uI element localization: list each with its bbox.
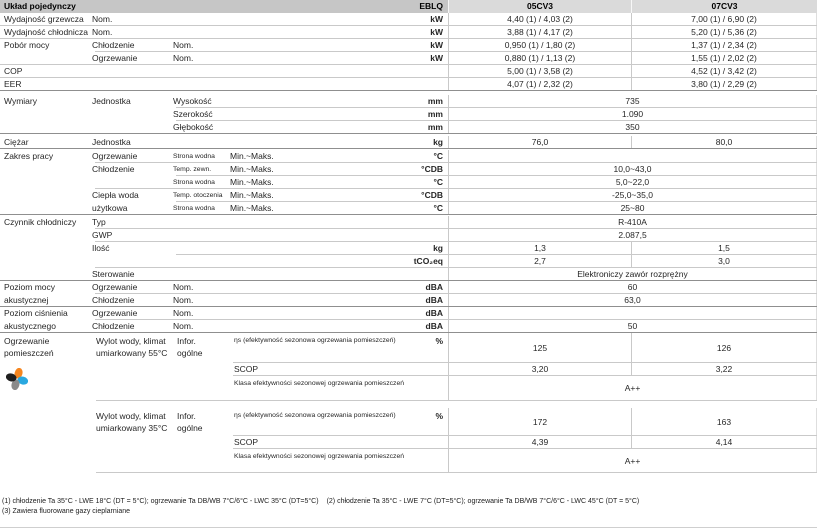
label-cell: Poziom mocy [4, 282, 56, 292]
sublabel-cell: Nom. [92, 14, 113, 24]
table-row [0, 294, 817, 307]
section-refrigerant [0, 216, 817, 281]
value-span: R-410A [448, 216, 817, 229]
value-07cv3: 80,0 [631, 136, 817, 149]
section-divider [0, 148, 817, 149]
bottom-rule [0, 527, 817, 528]
spacer [0, 108, 92, 121]
unit-cell: kW [430, 27, 443, 37]
range-cell: Min.~Maks. [230, 190, 274, 200]
unit-cell: dBA [425, 308, 443, 318]
sublabel2-cell: Strona wodna [173, 205, 215, 212]
value-05cv3: 4,07 (1) / 2,32 (2) [448, 78, 631, 91]
table-row [0, 121, 817, 134]
sublabel-cell: Nom. [92, 27, 113, 37]
label-cell: EER [4, 79, 22, 89]
label-cell: Wydajność chłodnicza [4, 27, 89, 37]
model-header-05cv3: 05CV3 [448, 0, 631, 13]
spacer [96, 449, 177, 473]
spacer [177, 449, 234, 473]
unit-cell: °C [433, 177, 443, 187]
section-weight [0, 136, 817, 149]
spacer [96, 363, 177, 376]
table-row [0, 78, 817, 91]
sublabel-cell: Typ [92, 217, 106, 227]
spacer [177, 363, 234, 376]
table-row [0, 65, 817, 78]
section-divider [0, 133, 817, 134]
unit-cell: % [435, 411, 443, 421]
sublabel-cell: Jednostka [92, 137, 131, 147]
table-row [0, 108, 817, 121]
value-span: 735 [448, 95, 817, 108]
sublabel-cell: Ciepła woda [92, 190, 139, 200]
sublabel-cell: Sterowanie [92, 269, 135, 279]
label-cell: Czynnik chłodniczy [4, 217, 77, 227]
value-05cv3: 5,00 (1) / 3,58 (2) [448, 65, 631, 78]
table-row [0, 136, 817, 149]
sublabel-cell: Wylot wody, klimat umiarkowany 55°C [96, 336, 168, 358]
metric-label: SCOP [234, 437, 259, 447]
sublabel-cell: Ogrzewanie [92, 308, 138, 318]
table-row [96, 408, 817, 436]
table-row [0, 13, 817, 26]
value-07cv3: 5,20 (1) / 5,36 (2) [631, 26, 817, 39]
space-heating-icon [6, 368, 28, 390]
label-cell: Poziom ciśnienia [4, 308, 68, 318]
unit-cell: kW [430, 53, 443, 63]
unit-cell: °CDB [421, 190, 443, 200]
spacer [0, 242, 92, 255]
sublabel2-cell: Szerokość [173, 109, 213, 119]
sublabel-cell: Wylot wody, klimat umiarkowany 35°C [96, 411, 168, 433]
sublabel2-cell: Strona wodna [173, 153, 215, 160]
spacer [96, 436, 177, 449]
table-row [0, 229, 817, 242]
spacer [0, 163, 92, 176]
table-row [96, 376, 817, 401]
value-span: 2.087,5 [448, 229, 817, 242]
value-span: Elektroniczy zawór rozprężny [448, 268, 817, 281]
table-row [0, 163, 817, 176]
spacer [92, 108, 173, 121]
unit-cell: °C [433, 203, 443, 213]
table-row [96, 363, 817, 376]
sublabel-cell: Chłodzenie [92, 295, 135, 305]
table-row [0, 268, 817, 281]
sublabel2-cell: Nom. [173, 295, 194, 305]
table-row [0, 150, 817, 163]
value-07cv3: 163 [631, 408, 817, 436]
sublabel2-cell: Nom. [173, 321, 194, 331]
unit-cell: mm [427, 122, 443, 132]
table-row [0, 281, 817, 294]
unit-cell: kg [433, 137, 443, 147]
spacer [177, 376, 234, 401]
section-divider [0, 90, 817, 91]
sublabel2-cell: Infor. ogólne [177, 411, 203, 433]
sublabel2-cell: Wysokość [173, 96, 212, 106]
value-05cv3: 3,20 [448, 363, 631, 376]
model-header-07cv3: 07CV3 [631, 0, 817, 13]
section-sound-power [0, 281, 817, 307]
value-05cv3: 4,39 [448, 436, 631, 449]
section-sound-pressure [0, 307, 817, 333]
value-07cv3: 7,00 (1) / 6,90 (2) [631, 13, 817, 26]
sublabel2-cell: Głębokość [173, 122, 214, 132]
metric-label: SCOP [234, 364, 259, 374]
spacer [177, 436, 234, 449]
value-span: A++ [448, 376, 817, 401]
sublabel-cell: Jednostka [92, 96, 131, 106]
section-divider [0, 214, 817, 215]
spacer [0, 189, 92, 202]
sublabel2-cell: Infor. ogólne [177, 336, 203, 358]
sublabel-cell: użytkowa [92, 203, 128, 213]
metric-label: ηs (efektywność sezonowa ogrzewania pomieszczeń) [234, 337, 396, 344]
value-05cv3: 1,3 [448, 242, 631, 255]
table-row [0, 52, 817, 65]
value-span: -25,0~35,0 [448, 189, 817, 202]
range-cell: Min.~Maks. [230, 203, 274, 213]
sublabel2-cell: Nom. [173, 40, 194, 50]
unit-cell: dBA [425, 282, 443, 292]
value-05cv3: 172 [448, 408, 631, 436]
table-row [96, 436, 817, 449]
value-05cv3: 4,40 (1) / 4,03 (2) [448, 13, 631, 26]
sublabel-cell: Chłodzenie [92, 321, 135, 331]
sublabel-cell: Chłodzenie [92, 164, 135, 174]
unit-cell: dBA [425, 321, 443, 331]
table-row [0, 307, 817, 320]
sublabel2-cell: Temp. otoczenia [173, 192, 223, 199]
unit-cell: kg [433, 243, 443, 253]
sublabel-cell: Ilość [92, 243, 110, 253]
table-row [0, 255, 817, 268]
label-cell: pomieszczeń [4, 348, 54, 358]
table-row [0, 176, 817, 189]
label-cell: Zakres pracy [4, 151, 54, 161]
sublabel2-cell: Temp. zewn. [173, 166, 212, 173]
value-05cv3: 125 [448, 333, 631, 363]
sublabel2-cell: Nom. [173, 282, 194, 292]
space-heating-rows [96, 333, 817, 473]
value-07cv3: 1,5 [631, 242, 817, 255]
label-cell: akustycznego [4, 321, 56, 331]
sublabel-cell: Chłodzenie [92, 40, 135, 50]
value-07cv3: 126 [631, 333, 817, 363]
sublabel2-cell: Nom. [173, 53, 194, 63]
brand-header: EBLQ [419, 1, 443, 11]
unit-cell: mm [427, 96, 443, 106]
table-end-divider [96, 472, 817, 473]
range-cell: Min.~Maks. [230, 151, 274, 161]
value-05cv3: 3,88 (1) / 4,17 (2) [448, 26, 631, 39]
spacer [0, 176, 92, 189]
label-cell: akustycznej [4, 295, 49, 305]
metric-label: Klasa efektywności sezonowej ogrzewania pomieszczeń [234, 453, 405, 460]
section-dimensions [0, 95, 817, 134]
label-cell: Wymiary [4, 96, 37, 106]
value-05cv3: 76,0 [448, 136, 631, 149]
value-07cv3: 1,37 (1) / 2,34 (2) [631, 39, 817, 52]
value-07cv3: 3,0 [631, 255, 817, 268]
row-divider [96, 400, 817, 401]
value-span: 25~80 [448, 202, 817, 215]
sublabel2-cell: Strona wodna [173, 179, 215, 186]
value-span: 1.090 [448, 108, 817, 121]
table-row [0, 242, 817, 255]
value-07cv3: 3,80 (1) / 2,29 (2) [631, 78, 817, 91]
footnotes [0, 497, 817, 516]
label-cell: COP [4, 66, 23, 76]
spacer [96, 376, 177, 401]
table-row [96, 449, 817, 473]
table-row [0, 26, 817, 39]
value-07cv3: 4,14 [631, 436, 817, 449]
label-cell: Ogrzewanie [4, 336, 50, 346]
footnote-1: (1) chłodzenie Ta 35°C - LWE 18°C (DT = 5°C); ogrzewanie Ta DB/WB 7°C/6°C - LWC 35°C (DT=5°C) (2) chłodzenie Ta 35°C - LWE 7°C (DT=5°C); ogrzewanie Ta DB/WB 7°C/6°C - LWC 45°C (DT = 5°C) [2, 498, 640, 505]
metric-label: Klasa efektywności sezonowej ogrzewania pomieszczeń [234, 380, 405, 387]
range-cell: Min.~Maks. [230, 177, 274, 187]
header-title-cell [0, 0, 448, 13]
table-row [0, 320, 817, 333]
table-row [0, 39, 817, 52]
sublabel-cell: GWP [92, 230, 113, 240]
unit-cell: °CDB [421, 164, 443, 174]
unit-cell: kW [430, 14, 443, 24]
metric-label: ηs (efektywność sezonowa ogrzewania pomieszczeń) [234, 412, 396, 419]
value-05cv3: 0,880 (1) / 1,13 (2) [448, 52, 631, 65]
sublabel2-cell: Nom. [173, 308, 194, 318]
value-07cv3: 1,55 (1) / 2,02 (2) [631, 52, 817, 65]
range-cell: Min.~Maks. [230, 164, 274, 174]
spacer [0, 229, 92, 242]
unit-cell: % [435, 336, 443, 346]
value-span: A++ [448, 449, 817, 473]
unit-cell: °C [433, 151, 443, 161]
value-05cv3: 0,950 (1) / 1,80 (2) [448, 39, 631, 52]
value-span: 10,0~43,0 [448, 163, 817, 176]
value-span: 50 [448, 320, 817, 333]
table-row [0, 189, 817, 202]
footnote-2: (3) Zawiera fluorowane gazy cieplarniane [2, 507, 131, 515]
unit-cell: kW [430, 40, 443, 50]
value-07cv3: 3,22 [631, 363, 817, 376]
label-cell: Pobór mocy [4, 40, 50, 50]
table-row [0, 202, 817, 215]
label-cell: Ciężar [4, 137, 29, 147]
sublabel-cell: Ogrzewanie [92, 282, 138, 292]
unit-cell: mm [427, 109, 443, 119]
value-span: 350 [448, 121, 817, 134]
section-operation-range [0, 150, 817, 215]
unit-cell: tCO₂eq [413, 256, 443, 266]
table-header-row [0, 0, 817, 13]
value-span: 60 [448, 281, 817, 294]
table-title: Układ pojedynczy [4, 1, 76, 11]
value-span: 63,0 [448, 294, 817, 307]
space-heating-label [0, 333, 96, 473]
section-space-heating [0, 333, 817, 473]
sublabel-cell: Ogrzewanie [92, 151, 138, 161]
value-05cv3: 2,7 [448, 255, 631, 268]
table-row [0, 95, 817, 108]
unit-cell: dBA [425, 295, 443, 305]
table-row [0, 216, 817, 229]
value-07cv3: 4,52 (1) / 3,42 (2) [631, 65, 817, 78]
value-span: 5,0~22,0 [448, 176, 817, 189]
label-cell: Wydajność grzewcza [4, 14, 84, 24]
sublabel-cell: Ogrzewanie [92, 53, 138, 63]
spacer [0, 255, 92, 268]
section-performance [0, 13, 817, 91]
table-row [96, 333, 817, 363]
